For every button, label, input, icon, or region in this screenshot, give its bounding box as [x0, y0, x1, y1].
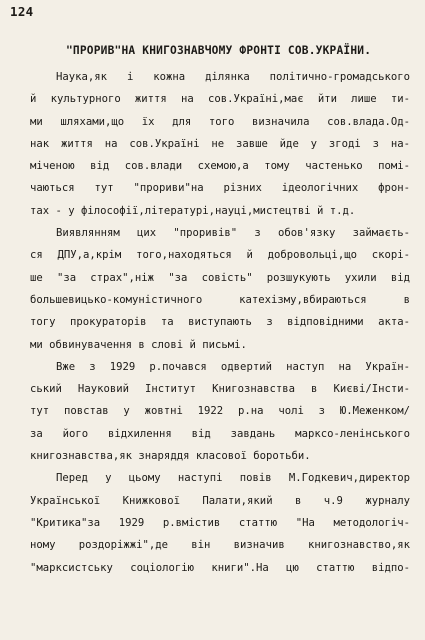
- text-line: Виявлянням цих "проривів" з обов'язку займаєть-: [56, 227, 410, 240]
- body-text: [30, 66, 410, 579]
- text-line: тогу прокураторів та виступають з відповідними акта-: [30, 316, 410, 329]
- text-line: Вже з 1929 р.почався одвертий наступ на Україн-: [56, 360, 410, 373]
- text-line: за його відхилення від завдань марксо-ленінського: [30, 427, 410, 440]
- text-line: тах - у філософії,літературі,науці,мистецтві й т.д.: [30, 204, 356, 217]
- text-line: книгознавства,як знаряддя класової боротьби.: [30, 450, 311, 463]
- text-line: ський Науковий Інститут Книгознавства в Києві/Інсти-: [30, 383, 410, 396]
- text-line: нак життя на сов.Україні не завше йде у згоді з на-: [30, 137, 410, 150]
- text-line: ми обвинувачення в слові й письмі.: [30, 338, 247, 351]
- text-line: чаються тут "прориви"на різних ідеологічних фрон-: [30, 182, 410, 195]
- text-line: ся ДПУ,а,крім того,находяться й добровольці,що скорі-: [30, 249, 410, 262]
- text-line: й культурного життя на сов.Україні,має йти лише ти-: [30, 93, 410, 106]
- text-line: большевицько-комуністичного катехізму,вбираються в: [30, 293, 410, 306]
- text-line: ми шляхами,що їх для того визначила сов.влада.Од-: [30, 115, 410, 128]
- text-line: Української Книжкової Палати,який в ч.9 журналу: [30, 494, 410, 507]
- text-line: тут повстав у жовтні 1922 р.на чолі з Ю.Меженком/: [30, 405, 410, 418]
- text-line: ше "за страх",ніж "за совість" розшукують ухили від: [30, 271, 410, 284]
- text-line: "марксистську соціологію книги".На цю статтю відпо-: [30, 561, 410, 574]
- text-line: Перед у цьому наступі повів М.Годкевич,директор: [56, 472, 410, 485]
- text-line: "Критика"за 1929 р.вмістив статтю "На методологіч-: [30, 516, 410, 529]
- text-line: міченою від сов.влади схемою,а тому частенько помі-: [30, 160, 410, 173]
- text-line: Наука,як і кожна ділянка політично-громадського: [56, 71, 410, 83]
- page-number: 124: [10, 4, 34, 19]
- page-title: "ПРОРИВ"НА КНИГОЗНАВЧОМУ ФРОНТІ СОВ.УКРАЇНИ.: [66, 44, 372, 57]
- text-line: ному роздоріжжі",де він визначив книгознавство,як: [30, 539, 410, 552]
